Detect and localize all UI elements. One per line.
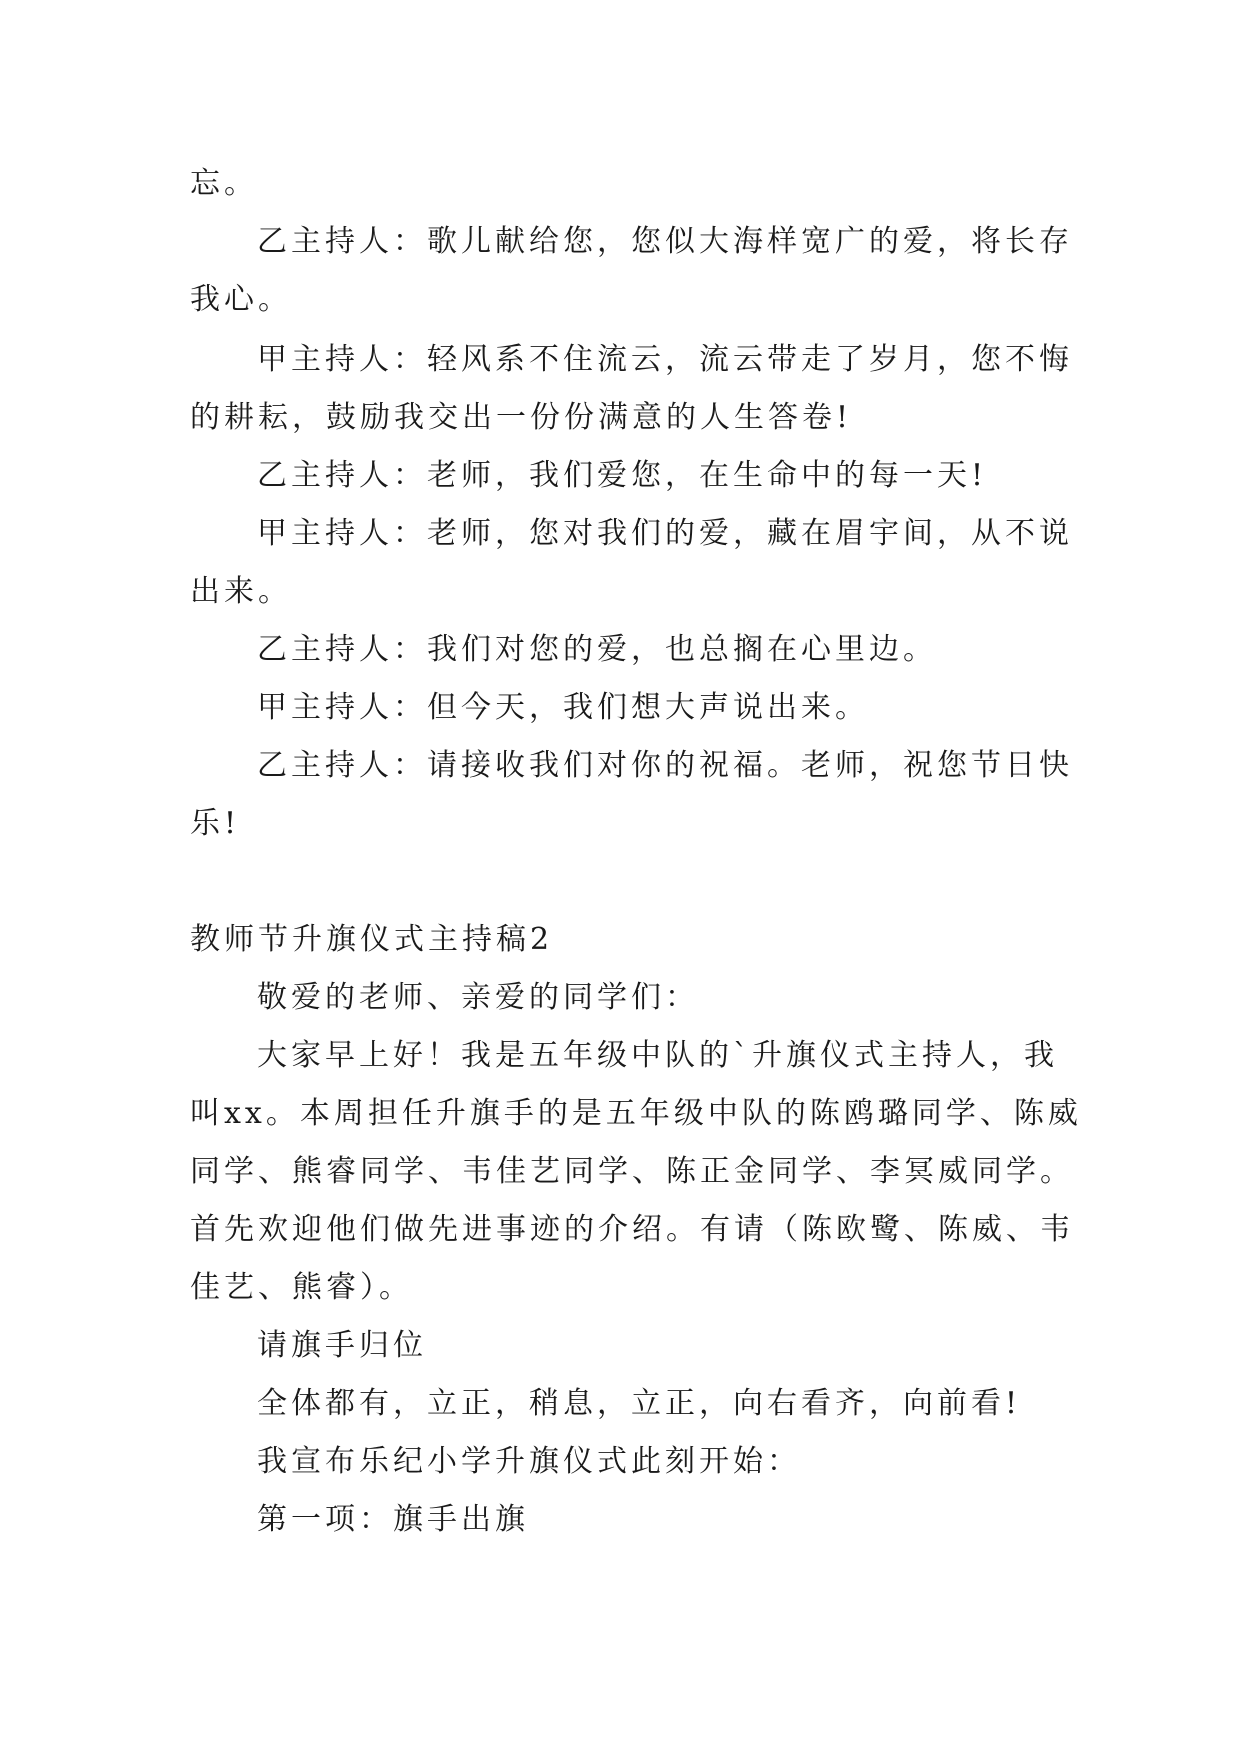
text-line: 首先欢迎他们做先进事迹的介绍。有请（陈欧鹭、陈威、韦	[190, 1212, 1074, 1247]
text-line: 乙主持人：我们对您的爱，也总搁在心里边。	[257, 632, 937, 667]
text-line: 第一项：旗手出旗	[257, 1502, 529, 1537]
text-line: 佳艺、熊睿）。	[190, 1270, 413, 1305]
text-line: 乙主持人：歌儿献给您，您似大海样宽广的爱，将长存	[257, 224, 1073, 259]
text-line: 甲主持人：轻风系不住流云，流云带走了岁月，您不悔	[257, 342, 1073, 377]
text-line: 乙主持人：请接收我们对你的祝福。老师，祝您节日快	[257, 748, 1073, 783]
text-line: 乙主持人：老师，我们爱您，在生命中的每一天!	[257, 458, 988, 493]
text-line: 忘。	[190, 166, 258, 201]
text-line: 甲主持人：但今天，我们想大声说出来。	[257, 690, 869, 725]
text-line: 敬爱的老师、亲爱的同学们：	[257, 980, 699, 1015]
text-line: 同学、熊睿同学、韦佳艺同学、陈正金同学、李冥威同学。	[190, 1154, 1074, 1189]
text-line: 我心。	[190, 282, 292, 317]
text-line: 乐!	[190, 806, 241, 841]
text-line: 叫xx。本周担任升旗手的是五年级中队的陈鸥璐同学、陈威	[190, 1096, 1082, 1131]
text-line: 请旗手归位	[257, 1328, 427, 1363]
text-line: 出来。	[190, 574, 292, 609]
text-line: 大家早上好！我是五年级中队的`升旗仪式主持人，我	[257, 1038, 1058, 1073]
section-title: 教师节升旗仪式主持稿2	[190, 922, 554, 957]
text-line: 我宣布乐纪小学升旗仪式此刻开始：	[257, 1444, 801, 1479]
text-line: 全体都有，立正，稍息，立正，向右看齐，向前看!	[257, 1386, 1022, 1421]
text-line: 的耕耘，鼓励我交出一份份满意的人生答卷!	[190, 400, 853, 435]
text-line: 甲主持人：老师，您对我们的爱，藏在眉宇间，从不说	[257, 516, 1073, 551]
